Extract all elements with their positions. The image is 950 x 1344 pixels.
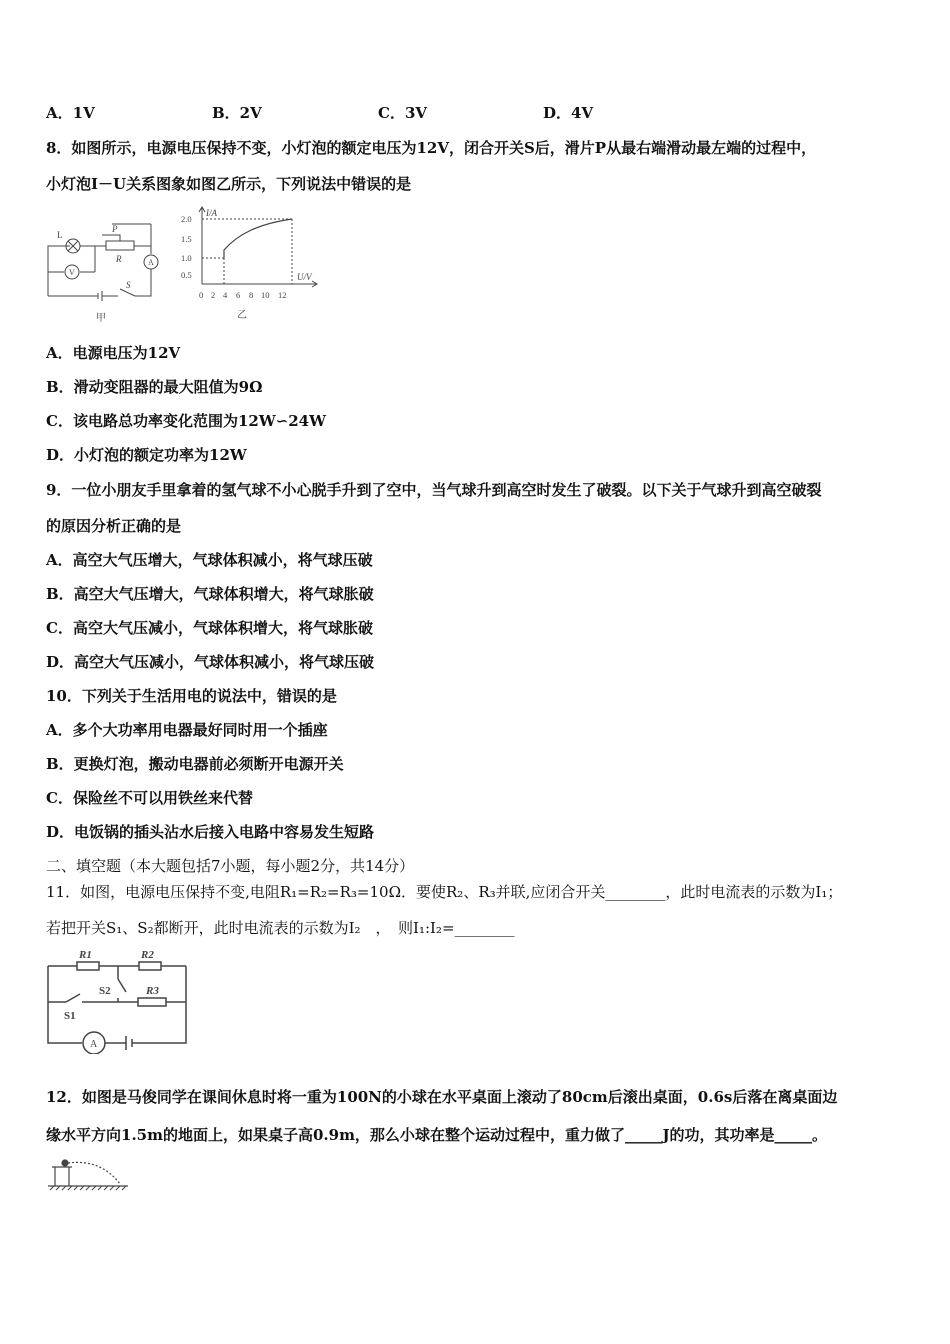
q10-option-d: D．电饭锅的插头沾水后接入电路中容易发生短路 — [46, 823, 375, 841]
q8-option-b: B．滑动变阻器的最大阻值为9Ω — [46, 378, 263, 396]
q9-stem-line1: 9．一位小朋友手里拿着的氢气球不小心脱手升到了空中，当气球升到高空时发生了破裂。以下关于气球升到高空破裂 — [46, 481, 822, 499]
yi-ytick-1.0: 1.0 — [181, 253, 192, 263]
q7-option-c: C．3V — [378, 104, 428, 122]
yi-caption: 乙 — [237, 310, 247, 321]
q12-table-ball-diagram — [46, 1154, 132, 1192]
q11-label-a: A — [90, 1039, 98, 1050]
q11-label-s1: S1 — [64, 1010, 76, 1022]
jia-label-a: A — [148, 258, 154, 267]
yi-xtick-8: 8 — [249, 290, 254, 300]
jia-label-r: R — [116, 254, 122, 264]
q11-label-r1: R1 — [79, 949, 92, 961]
yi-xtick-4: 4 — [223, 290, 228, 300]
q8-circuit-diagram-jia — [40, 214, 165, 326]
q9-option-a: A．高空大气压增大，气球体积减小，将气球压破 — [46, 551, 373, 569]
q12-stem-line2: 缘水平方向1.5m的地面上，如果桌子高0.9m，那么小球在整个运动过程中，重力做了_____J的功，其功率是_____。 — [46, 1126, 828, 1144]
q10-option-c: C．保险丝不可以用铁丝来代替 — [46, 789, 253, 807]
q11-stem-line2: 若把开关S₁、S₂都断开，此时电流表的示数为I₂ ， 则I₁:I₂=________ — [46, 919, 515, 937]
q9-option-d: D．高空大气压减小，气球体积减小，将气球压破 — [46, 653, 375, 671]
q10-option-b: B．更换灯泡，搬动电器前必须断开电源开关 — [46, 755, 344, 773]
q7-option-b: B．2V — [212, 104, 262, 122]
jia-label-p: P — [112, 224, 118, 234]
q8-stem-line1: 8．如图所示，电源电压保持不变，小灯泡的额定电压为12V，闭合开关S后，滑片P从最右端滑动最左端的过程中， — [46, 139, 817, 157]
q11-label-r3: R3 — [146, 985, 159, 997]
q7-option-d: D．4V — [543, 104, 594, 122]
q10-stem: 10．下列关于生活用电的说法中，错误的是 — [46, 687, 337, 705]
yi-xlabel: U/V — [297, 272, 312, 282]
q12-stem-line1: 12．如图是马俊同学在课间休息时将一重为100N的小球在水平桌面上滚动了80cm后滚出桌面，0.6s后落在离桌面边 — [46, 1088, 838, 1106]
yi-ylabel: I/A — [206, 208, 217, 218]
yi-ytick-0.5: 0.5 — [181, 270, 192, 280]
yi-ytick-2.0: 2.0 — [181, 214, 192, 224]
yi-xtick-6: 6 — [236, 290, 241, 300]
q9-stem-line2: 的原因分析正确的是 — [46, 517, 182, 535]
q9-option-b: B．高空大气压增大，气球体积增大，将气球胀破 — [46, 585, 374, 603]
q11-circuit-diagram — [44, 946, 192, 1054]
q11-label-r2: R2 — [141, 949, 154, 961]
q8-option-a: A．电源电压为12V — [46, 344, 181, 362]
jia-caption: 甲 — [96, 313, 106, 324]
q8-option-c: C．该电路总功率变化范围为12W∽24W — [46, 412, 326, 430]
q9-option-c: C．高空大气压减小，气球体积增大，将气球胀破 — [46, 619, 373, 637]
q11-label-s2: S2 — [99, 985, 111, 997]
q10-option-a: A．多个大功率用电器最好同时用一个插座 — [46, 721, 328, 739]
section-2-heading: 二、填空题（本大题包括7小题，每小题2分，共14分） — [46, 857, 415, 875]
jia-label-s: S — [126, 280, 131, 290]
yi-ytick-1.5: 1.5 — [181, 234, 192, 244]
yi-xtick-2: 2 — [211, 290, 216, 300]
jia-label-v: V — [69, 268, 75, 277]
yi-xtick-0: 0 — [199, 290, 204, 300]
yi-xtick-10: 10 — [261, 290, 270, 300]
jia-label-l: L — [57, 230, 63, 240]
q8-option-d: D．小灯泡的额定功率为12W — [46, 446, 247, 464]
q7-option-a: A．1V — [46, 104, 95, 122]
q8-iu-graph-yi — [178, 204, 326, 326]
q8-stem-line2: 小灯泡I－U关系图象如图乙所示，下列说法中错误的是 — [46, 175, 412, 193]
yi-xtick-12: 12 — [278, 290, 287, 300]
q11-stem-line1: 11．如图，电源电压保持不变,电阻R₁=R₂=R₃=10Ω．要使R₂、R₃并联,应闭合开关________，此时电流表的示数为I₁； — [46, 883, 843, 901]
